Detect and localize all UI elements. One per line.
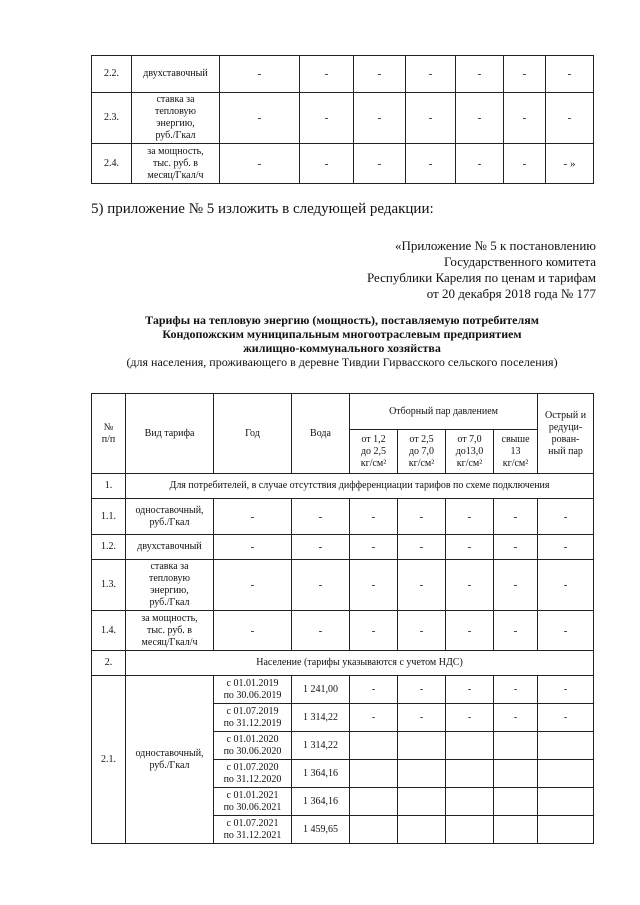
tariff-table [91,393,594,844]
tariff-type-label: одноставочный, руб./Гкал [126,676,214,844]
top-continuation-table [91,55,594,184]
appendix-line: от 20 декабря 2018 года № 177 [426,286,596,301]
header-pressure-1: от 1,2 до 2,5 кг/см² [350,430,398,474]
appendix-line: Республики Карелия по ценам и тарифам [366,270,596,285]
cell-value: - [406,144,456,184]
cell-value: - [538,560,594,611]
cell-value [446,788,494,816]
section-label: Население (тарифы указываются с учетом НДС) [126,651,594,676]
table-row [92,676,594,704]
row-number: 1.4. [92,611,126,651]
header-pressure-2: от 2,5 до 7,0 кг/см² [398,430,446,474]
water-value: 1 459,65 [292,816,350,844]
cell-value: - [350,499,398,535]
water-value: 1 364,16 [292,788,350,816]
cell-value [538,732,594,760]
cell-value: - [220,144,300,184]
row-number: 2. [92,651,126,676]
cell-value [494,816,538,844]
cell-value: - [398,560,446,611]
cell-value: - [446,560,494,611]
cell-value: - [456,56,504,93]
table-row [92,144,594,184]
title-line: Кондопожским муниципальным многоотраслевым предприятием [162,327,522,341]
cell-value: - [220,93,300,144]
cell-value: - [292,535,350,560]
tariff-title [91,313,593,369]
cell-value: - [300,144,354,184]
title-line: Тарифы на тепловую энергию (мощность), поставляемую потребителям [145,313,539,327]
cell-value: - [538,499,594,535]
table-row [92,560,594,611]
cell-value [350,788,398,816]
cell-value: - [350,676,398,704]
cell-value [398,760,446,788]
cell-value: - [214,499,292,535]
cell-value [494,788,538,816]
header-row [92,394,594,430]
cell-value: - [456,144,504,184]
cell-value: - [494,560,538,611]
intro-line: 5) приложение № 5 изложить в следующей редакции: [91,201,434,217]
table-row [92,535,594,560]
header-year: Год [214,394,292,474]
cell-value [398,788,446,816]
header-water: Вода [292,394,350,474]
cell-value [446,816,494,844]
cell-value [350,816,398,844]
cell-value: - [538,535,594,560]
period-cell: с 01.07.2019 по 31.12.2019 [214,704,292,732]
period-cell: с 01.07.2021 по 31.12.2021 [214,816,292,844]
period-cell: с 01.07.2020 по 31.12.2020 [214,760,292,788]
period-cell: с 01.01.2021 по 30.06.2021 [214,788,292,816]
cell-value: - [220,56,300,93]
cell-value: - [350,535,398,560]
header-num: № п/п [92,394,126,474]
water-value: 1 241,00 [292,676,350,704]
cell-value [538,816,594,844]
cell-value: - [398,676,446,704]
row-number: 2.1. [92,676,126,844]
cell-value: - [350,611,398,651]
cell-value: - [546,56,594,93]
cell-value: - [406,93,456,144]
cell-value: - [300,56,354,93]
row-number: 1.3. [92,560,126,611]
cell-value [538,760,594,788]
cell-value: - [446,704,494,732]
cell-value: - [494,499,538,535]
period-cell: с 01.01.2019 по 30.06.2019 [214,676,292,704]
cell-value: - [546,93,594,144]
cell-value: - [504,56,546,93]
cell-value: - [446,535,494,560]
section-row [92,651,594,676]
cell-value [398,816,446,844]
cell-value: - [538,676,594,704]
table-row [92,611,594,651]
cell-value: - [214,560,292,611]
cell-value: - [292,499,350,535]
cell-value: - [494,611,538,651]
cell-value: - [446,611,494,651]
cell-value: - [398,535,446,560]
cell-value [494,732,538,760]
tariff-type-label: двухставочный [126,535,214,560]
cell-value: - [406,56,456,93]
cell-value: - [214,611,292,651]
cell-value: - [446,499,494,535]
row-number: 1. [92,474,126,499]
appendix-reference [367,238,596,302]
cell-value [398,732,446,760]
cell-value: - [538,611,594,651]
cell-value: - [494,676,538,704]
tariff-type-label: за мощность, тыс. руб. в месяц/Гкал/ч [132,144,220,184]
title-line: жилищно-коммунального хозяйства [243,341,441,355]
table-row [92,499,594,535]
header-pressure-4: свыше 13 кг/см² [494,430,538,474]
table-row [92,56,594,93]
cell-value [446,760,494,788]
cell-value: - [350,560,398,611]
cell-value [494,760,538,788]
period-cell: с 01.01.2020 по 30.06.2020 [214,732,292,760]
row-number: 1.1. [92,499,126,535]
cell-value: - [292,560,350,611]
tariff-type-label: двухставочный [132,56,220,93]
title-subline: (для населения, проживающего в деревне Тивдии Гирвасского сельского поселения) [126,355,558,369]
row-number: 2.3. [92,93,132,144]
cell-value: - [354,56,406,93]
cell-value: - [354,144,406,184]
cell-value [350,732,398,760]
cell-value: - [504,144,546,184]
tariff-type-label: за мощность, тыс. руб. в месяц/Гкал/ч [126,611,214,651]
cell-value: - [398,611,446,651]
cell-value: - [494,535,538,560]
cell-value: - [300,93,354,144]
cell-value: - [398,704,446,732]
water-value: 1 314,22 [292,732,350,760]
cell-value: - » [546,144,594,184]
appendix-line: Государственного комитета [444,254,596,269]
tariff-type-label: ставка за тепловую энергию, руб./Гкал [132,93,220,144]
appendix-line: «Приложение № 5 к постановлению [395,238,596,253]
row-number: 1.2. [92,535,126,560]
tariff-type-label: одноставочный, руб./Гкал [126,499,214,535]
cell-value: - [398,499,446,535]
section-label: Для потребителей, в случае отсутствия дифференциации тарифов по схеме подключения [126,474,594,499]
header-tariff-type: Вид тарифа [126,394,214,474]
cell-value: - [214,535,292,560]
tariff-type-label: ставка за тепловую энергию, руб./Гкал [126,560,214,611]
row-number: 2.4. [92,144,132,184]
water-value: 1 314,22 [292,704,350,732]
cell-value: - [446,676,494,704]
header-pressure-3: от 7,0 до13,0 кг/см² [446,430,494,474]
header-sharp-steam: Острый и редуци- рован- ный пар [538,394,594,474]
table-row [92,93,594,144]
cell-value: - [350,704,398,732]
cell-value: - [504,93,546,144]
water-value: 1 364,16 [292,760,350,788]
section-row [92,474,594,499]
cell-value: - [456,93,504,144]
cell-value: - [538,704,594,732]
cell-value: - [292,611,350,651]
cell-value [350,760,398,788]
cell-value [446,732,494,760]
header-steam: Отборный пар давлением [350,394,538,430]
cell-value: - [354,93,406,144]
row-number: 2.2. [92,56,132,93]
cell-value [538,788,594,816]
cell-value: - [494,704,538,732]
